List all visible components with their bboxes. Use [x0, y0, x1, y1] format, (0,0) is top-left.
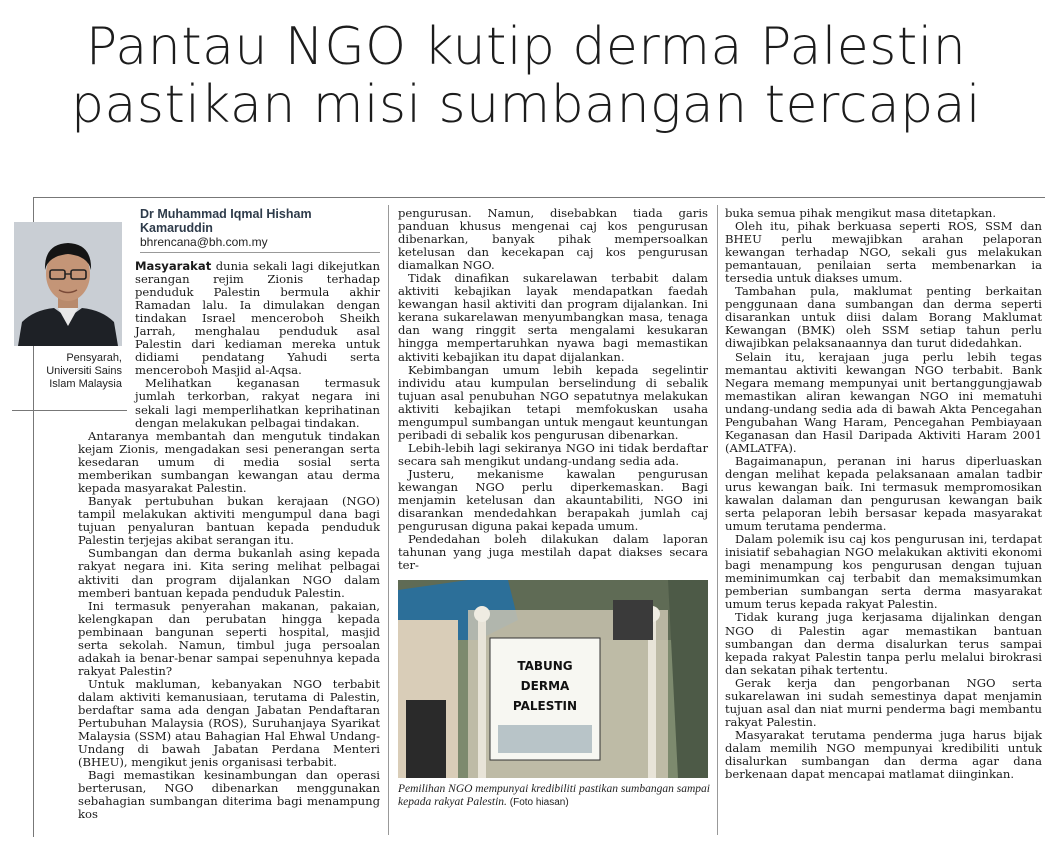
paragraph: [135, 260, 380, 377]
donation-box-photo-icon: [398, 580, 708, 778]
paragraph: Lebih-lebih lagi sekiranya NGO ini tidak berdaftar secara sah mengikut undang-undang sedia ada.: [398, 440, 708, 468]
sign-line: PALESTIN: [512, 699, 578, 713]
author-title-line: Universiti Sains: [46, 365, 122, 377]
photo-caption: [398, 783, 713, 809]
sign-line: TABUNG: [517, 659, 573, 673]
headline: [0, 18, 1052, 134]
paragraph-text: dunia sekali lagi dikejutkan serangan rejim Zionis terhadap penduduk Palestin bermula akhir Ramadan lalu. Ia dimulakan dengan tindakan Israel menceroboh Sheikh Jarrah, menghalau penduduk asal Palestin dari kediaman mereka untuk didiami pendatang Yahudi serta menceroboh Masjid al-Aqsa.: [135, 259, 380, 378]
paragraph: Gerak kerja dan pengorbanan NGO serta sukarelawan ini sudah semestinya dapat menjamin tujuan asal dan niat murni penderma bagi membantu rakyat Palestin.: [725, 675, 1042, 729]
paragraph: Masyarakat terutama penderma juga harus bijak dalam memilih NGO mempunyai kredibiliti untuk disalurkan sumbangan dan derma agar dana berkenaan dapat mencapai matlamat diinginkan.: [725, 727, 1042, 782]
paragraph: Bagaimanapun, peranan ini harus diperluaskan dengan melihat kepada pelaksanaan amalan tadbir urus kewangan baik. Ini termasuk mempromosikan kawalan dalaman dan pengurusan kewangan baik serta pelaporan lebih bersasar kepada masyarakat umum terutama penderma.: [725, 453, 1042, 534]
sidebar-divider: [12, 410, 127, 411]
paragraph: Ini termasuk penyerahan makanan, pakaian, kelengkapan dan perubatan hingga kepada pembinaan bangunan seperti hospital, masjid serta sekolah. Namun, timbul juga persoalan adakah ia benar-benar sampai sepenuhnya kepada rakyat Palestin?: [78, 598, 380, 678]
paragraph: buka semua pihak mengikut masa ditetapkan.: [725, 206, 997, 220]
author-email: bhrencana@bh.com.my: [140, 235, 268, 249]
paragraph: pengurusan. Namun, disebabkan tiada garis panduan khusus mengenai caj kos pengurusan dibenarkan, banyak pihak mempersoalkan ketelusan dan kecekapan caj kos pengurusan diamalkan NGO.: [398, 206, 708, 273]
byline-divider: [140, 252, 380, 253]
paragraph: Tambahan pula, maklumat penting berkaitan penggunaan dana sumbangan dan derma seperti disarankan untuk diisi dalam Borang Maklumat Kewangan (BMK) oleh SSM setiap tahun perlu diwajibkan pelaksanaannya dan turut didedahkan.: [725, 284, 1042, 351]
headline-line-1: Pantau NGO kutip derma Palestin: [85, 17, 967, 77]
paragraph: Kebimbangan umum lebih kepada segelintir individu atau kumpulan berselindung di sebalik tujuan asal penubuhan NGO sepatutnya melakukan aktiviti kebajikan tetapi memfokuskan usaha mengumpul sumbangan untuk mengaut keuntungan peribadi di sebalik kos pengurusan dibenarkan.: [398, 362, 708, 442]
paragraph: Bagi memastikan kesinambungan dan operasi berterusan, NGO dibenarkan menggunakan sebahagian sumbangan diterima bagi menampung kos: [78, 768, 380, 822]
article-column-1: [135, 260, 380, 430]
paragraph: Selain itu, kerajaan juga perlu lebih tegas memantau aktiviti kewangan NGO terbabit. Bank Negara memang mempunyai unit bertanggungjawab memastikan aliran kewangan NGO ini mematuhi undang-undang sedia ada di bawah Akta Pencegahan Pengubahan Wang Haram, Pencegahan Pembiayaan Keganasan dan Hasil Daripada Aktiviti Haram 2001 (AMLATFA).: [725, 349, 1042, 455]
author-title: [14, 352, 122, 391]
frame-top-rule: [33, 197, 1045, 198]
paragraph: Banyak pertubuhan bukan kerajaan (NGO) tampil melakukan aktiviti mengumpul dana bagi tujuan penyaluran bantuan kepada penduduk Palestin terjejas akibat serangan itu.: [78, 494, 380, 548]
column-divider: [717, 205, 718, 835]
author-title-line: Islam Malaysia: [49, 378, 122, 390]
author-title-line: Pensyarah,: [66, 352, 122, 364]
author-name: Dr Muhammad Iqmal Hisham Kamaruddin: [140, 207, 312, 235]
author-photo: [14, 222, 122, 346]
photo-caption-text: Pemilihan NGO mempunyai kredibiliti pastikan sumbangan sampai kepada rakyat Palestin.: [398, 783, 710, 808]
sign-line: DERMA: [520, 679, 570, 693]
paragraph: Dalam polemik isu caj kos pengurusan ini, terdapat inisiatif sebahagian NGO melakukan aktiviti ekonomi bagi menampung kos pengurusan dengan tujuan meminimumkan caj terbabit dan memaksimumkan pemberian sumbangan serta derma masyarakat umum terus kepada rakyat Palestin.: [725, 532, 1042, 612]
article-column-2: [398, 207, 708, 572]
article-column-1-wide: [78, 430, 380, 821]
photo-credit: (Foto hiasan): [509, 797, 569, 808]
article-column-3: [725, 207, 1042, 781]
paragraph: Sumbangan dan derma bukanlah asing kepada rakyat negara ini. Kita sering melihat pelbagai aktiviti dan program dijalankan NGO dalam memberi bantuan kepada penduduk Palestin.: [78, 546, 380, 600]
author-portrait-icon: [14, 222, 122, 346]
lead-word: Masyarakat: [135, 259, 212, 273]
paragraph: Justeru, mekanisme kawalan pengurusan kewangan NGO perlu diperkemaskan. Bagi menjamin ketelusan dan akauntabiliti, NGO ini disarankan mendedahkan berapakah jumlah caj pengurusan diguna pakai kepada umum.: [398, 466, 708, 534]
paragraph: Antaranya membantah dan mengutuk tindakan kejam Zionis, mengadakan sesi penerangan serta kesedaran umum di media sosial serta memberikan sumbangan kewangan atau derma kepada masyarakat Palestin.: [78, 429, 380, 496]
headline-line-2: pastikan misi sumbangan tercapai: [70, 75, 981, 135]
paragraph: Tidak dinafikan sukarelawan terbabit dalam aktiviti kebajikan layak mendapatkan faedah kewangan hasil aktiviti dan program dijalankan. Ini kerana sukarelawan menyumbangkan masa, tenaga dan wang ringgit serta mengalami kesukaran hingga mempertaruhkan nyawa bagi memastikan aktiviti kebajikan itu dapat dijalankan.: [398, 271, 708, 364]
column-divider: [388, 205, 389, 835]
article-photo: [398, 580, 708, 778]
paragraph: Tidak kurang juga kerjasama dijalinkan dengan NGO di Palestin agar memastikan bantuan sumbangan dan derma disalurkan terus sampai kepada rakyat Palestin tanpa perlu melalui birokrasi dan sekatan pihak tertentu.: [725, 610, 1042, 677]
paragraph: Oleh itu, pihak berkuasa seperti ROS, SSM dan BHEU perlu mewajibkan arahan pelaporan kewangan terhadap NGO, sekali gus melakukan pemantauan, penilaian serta membenarkan ia tersedia untuk diakses umum.: [725, 219, 1042, 286]
paragraph: Pendedahan boleh dilakukan dalam laporan tahunan yang juga mestilah dapat diakses secara ter-: [398, 532, 708, 573]
paragraph: Untuk makluman, kebanyakan NGO terbabit dalam aktiviti kemanusiaan, terutama di Palestin, berdaftar sama ada dengan Jabatan Pendaftaran Pertubuhan Malaysia (ROS), Suruhanjaya Syarikat Malaysia (SSM) atau Bahagian Hal Ehwal Undang-Undang di bawah Jabatan Perdana Menteri (BHEU), mengikut jenis organisasi terbabit.: [78, 676, 380, 770]
paragraph: Melihatkan keganasan termasuk jumlah terkorban, rakyat negara ini sekali lagi memperlihatkan keprihatinan dengan melakukan pelbagai tindakan.: [135, 376, 380, 430]
